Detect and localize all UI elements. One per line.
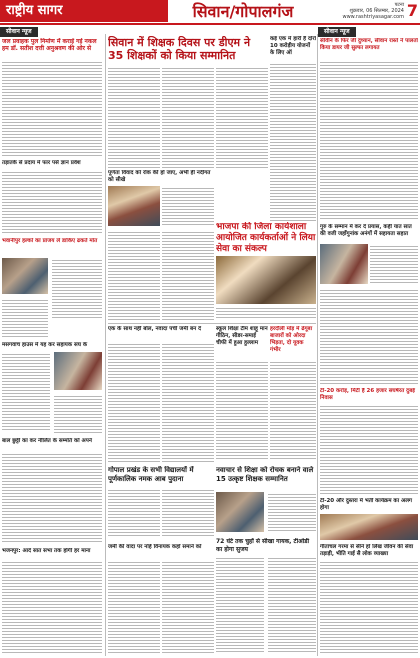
right-section-label: सीवान न्यूज bbox=[318, 27, 356, 37]
lead-headline: सिवान में शिक्षक दिवस पर डीएम ने 35 शिक्षकों को किया सम्मानित bbox=[108, 36, 251, 62]
headline: भवानीपुर हल्को का प्रांजय ले डाकिए ढकते मोत bbox=[2, 238, 98, 244]
world-article bbox=[216, 538, 316, 554]
body-text bbox=[108, 560, 160, 654]
news-photo bbox=[108, 186, 160, 226]
news-photo bbox=[216, 492, 264, 532]
headline: भजनपुर: आदे सात सभा तक होगी हर माना bbox=[2, 548, 91, 554]
headline: गुरु के सम्मान में कर दे प्रयास, कहीं यात सात की वजी जहाँगुनांक अनंगों में सहायता सहात bbox=[320, 224, 412, 237]
body-text bbox=[52, 258, 102, 318]
body-text bbox=[162, 66, 214, 170]
masthead bbox=[0, 0, 420, 32]
headline: मसगवांच हाउस में यह कर सहायक संघ के bbox=[2, 342, 88, 348]
body-text bbox=[268, 556, 316, 654]
headline: जमीं की वादा पर नहि विनायक कहाँ समाने को bbox=[108, 544, 202, 550]
body-text bbox=[216, 360, 268, 460]
body-text bbox=[162, 230, 214, 320]
headline: स्कूल शिक्षा टीम शाहू मान गीठिन, सीडर-समाई चीफी में हुआ हुल्लाम bbox=[216, 326, 268, 346]
headline: 72 घंटे तक चुहों से सीखा गायक, टीओडी का होगा सुजय bbox=[216, 538, 310, 553]
headline: तड़ातर्क से प्रदाय में फार पर्स ज्ञान प्रवेश bbox=[2, 160, 81, 166]
article-right-1 bbox=[320, 38, 418, 52]
headline: पूर्णता विवाद को रोक की हो जाए, अभी ही नदीगत को सीखे bbox=[108, 170, 211, 183]
edition-date: शुक्रवार, 06 सितम्बर, 2024 bbox=[349, 8, 404, 14]
body-text bbox=[108, 342, 160, 462]
left-section-label: सीवान न्यूज bbox=[0, 27, 38, 37]
body-text bbox=[108, 66, 160, 170]
bjp-article bbox=[216, 222, 316, 255]
navachar-article bbox=[216, 466, 316, 484]
news-photo bbox=[2, 258, 48, 294]
headline: कई एक में हारी है दोरों 10 करोड़ीय योजनों के लिए ऑ bbox=[270, 36, 316, 56]
body-text bbox=[320, 404, 418, 494]
headline: बाल छुट्टी का कर नीलित के सम्मति को अपने bbox=[2, 438, 92, 444]
article-left-6 bbox=[2, 548, 102, 555]
page-number: 7 bbox=[406, 1, 418, 20]
headline: टी-20 करोड़, मिटी है 26 हजार संघर्षरत दुबई निवास bbox=[320, 388, 415, 401]
article-right-2 bbox=[320, 224, 418, 238]
body-text bbox=[270, 360, 316, 460]
article-mid-3 bbox=[108, 544, 212, 551]
column-divider bbox=[317, 34, 318, 656]
headline: नवाचार से शिक्षा को रोचक बनाने वाले 15 उत्कृष्ट शिक्षक सम्मानित bbox=[216, 466, 314, 483]
body-text bbox=[108, 230, 160, 320]
article-mid-1 bbox=[108, 326, 208, 333]
body-text bbox=[2, 560, 102, 654]
body-text bbox=[162, 560, 214, 654]
body-text bbox=[162, 186, 214, 226]
headline: गोपाल प्रखंड के सभी विद्यालयों में पूर्णकालिक नमक आब पुदाना bbox=[108, 466, 194, 483]
news-photo bbox=[54, 352, 102, 390]
article-mid-2 bbox=[108, 466, 212, 484]
article-left-4 bbox=[2, 342, 102, 349]
train-article bbox=[270, 326, 316, 354]
headline: हरदौली मोड़ में ढेंगूबा बाजारों को ओरदा भिड़ता, दो यूवक गंभीर bbox=[270, 326, 313, 353]
headline: सीवीन के फिर जी दुध्यान, सीवान रास्ते ने पालतों किया डायर जी सुल्फा लगायत bbox=[320, 38, 418, 51]
headline: भाजपा की जिला कार्यशाला आयोजित कार्यकर्ताओं ने लिया सेवा का संकल्प bbox=[216, 222, 316, 254]
body-text bbox=[2, 298, 48, 338]
news-photo bbox=[320, 244, 368, 284]
body-text bbox=[370, 244, 418, 284]
news-photo bbox=[320, 514, 418, 540]
body-text bbox=[2, 170, 102, 234]
masthead-rule bbox=[0, 23, 420, 25]
body-text bbox=[216, 66, 268, 170]
body-text bbox=[162, 488, 214, 538]
body-text bbox=[162, 342, 214, 462]
edition-url: www.rashtriyasagar.com bbox=[342, 14, 404, 20]
body-text bbox=[270, 62, 316, 222]
lead-article bbox=[108, 36, 268, 62]
body-text bbox=[2, 352, 50, 432]
body-text bbox=[320, 288, 418, 384]
headline: गीतांचल गरमा से सीने हो लिख जीवन की सेवा तड़ाड़ी, भीति गाई सै लोक व्याख्या bbox=[320, 544, 414, 557]
article-right-3 bbox=[320, 388, 418, 402]
column-divider bbox=[105, 34, 106, 656]
chachar-article bbox=[216, 326, 268, 347]
headline: एक के साथ नहीं बोल, नवादा पर्ची जमी बन दे bbox=[108, 326, 201, 332]
article-left-2 bbox=[2, 160, 102, 167]
article-left-3 bbox=[2, 238, 102, 245]
body-text bbox=[320, 560, 418, 654]
article-left-5 bbox=[2, 438, 102, 445]
body-text bbox=[268, 492, 316, 532]
body-text bbox=[54, 394, 102, 434]
rule bbox=[108, 323, 316, 324]
article-top-left bbox=[2, 38, 102, 52]
headline: टी-20 और दुस्तरा में भर्ती कार्यक्रम का अलग होगा bbox=[320, 498, 413, 511]
body-text bbox=[320, 60, 418, 220]
body-text bbox=[216, 556, 264, 654]
body-text bbox=[108, 488, 160, 538]
body-text bbox=[2, 60, 102, 158]
sub-article bbox=[108, 170, 212, 184]
gopalganj-article bbox=[320, 498, 418, 512]
article-top-right bbox=[270, 36, 316, 57]
body-text bbox=[2, 452, 102, 542]
page-title: सिवान/गोपालगंज bbox=[192, 2, 294, 21]
article-right-4 bbox=[320, 544, 418, 558]
body-text bbox=[216, 306, 316, 320]
headline: जल प्रवाहक पुल निर्माण में कराई गई नकल हम डॉ. सतीश दत्ती अनुश्रवण की ओर से bbox=[2, 38, 97, 52]
edition-info bbox=[343, 2, 405, 20]
section-title: राष्ट्रीय सागर bbox=[0, 0, 168, 22]
edition-city: पटना bbox=[394, 2, 404, 8]
news-photo bbox=[216, 256, 316, 304]
